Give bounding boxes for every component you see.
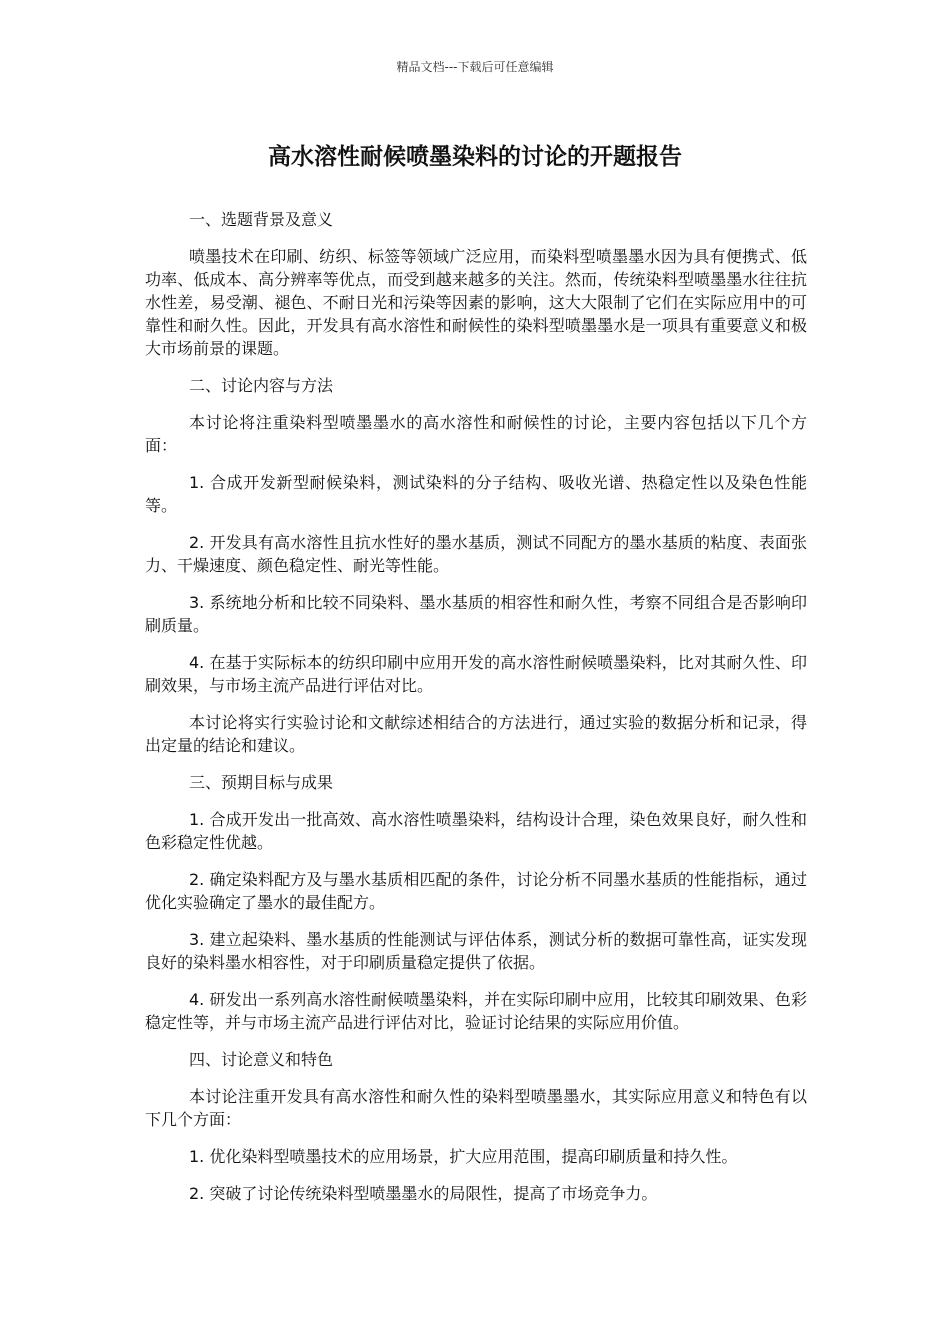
list-item-significance-1: 1. 优化染料型喷墨技术的应用场景，扩大应用范围，提高印刷质量和持久性。 <box>189 1147 738 1166</box>
section-heading-content-method: 二、讨论内容与方法 <box>189 376 334 395</box>
list-item-content-1: 1. 合成开发新型耐候染料，测试染料的分子结构、吸收光谱、热稳定性以及染色性能等。 <box>145 473 807 515</box>
list-item-goal-1: 1. 合成开发出一批高效、高水溶性喷墨染料，结构设计合理，染色效果良好，耐久性和色彩稳定性优越。 <box>145 810 807 852</box>
list-item-content-2: 2. 开发具有高水溶性且抗水性好的墨水基质，测试不同配方的墨水基质的粘度、表面张力、干燥速度、颜色稳定性、耐光等性能。 <box>145 533 807 575</box>
section-heading-background: 一、选题背景及意义 <box>189 210 334 229</box>
document-title: 高水溶性耐候喷墨染料的讨论的开题报告 <box>268 144 682 170</box>
section-heading-goals: 三、预期目标与成果 <box>189 773 334 792</box>
document-body <box>145 208 807 1219</box>
paragraph-method: 本讨论将实行实验讨论和文献综述相结合的方法进行，通过实验的数据分析和记录，得出定量的结论和建议。 <box>145 713 807 755</box>
list-item-goal-3: 3. 建立起染料、墨水基质的性能测试与评估体系，测试分析的数据可靠性高，证实发现良好的染料墨水相容性，对于印刷质量稳定提供了依据。 <box>145 930 807 972</box>
paragraph-significance-intro: 本讨论注重开发具有高水溶性和耐久性的染料型喷墨墨水，其实际应用意义和特色有以下几个方面： <box>145 1087 807 1129</box>
list-item-goal-2: 2. 确定染料配方及与墨水基质相匹配的条件，讨论分析不同墨水基质的性能指标，通过优化实验确定了墨水的最佳配方。 <box>145 870 807 912</box>
list-item-goal-4: 4. 研发出一系列高水溶性耐候喷墨染料，并在实际印刷中应用，比较其印刷效果、色彩稳定性等，并与市场主流产品进行评估对比，验证讨论结果的实际应用价值。 <box>145 990 807 1032</box>
section-heading-significance: 四、讨论意义和特色 <box>189 1050 334 1069</box>
paragraph-background: 喷墨技术在印刷、纺织、标签等领域广泛应用，而染料型喷墨墨水因为具有便携式、低功率、低成本、高分辨率等优点，而受到越来越多的关注。然而，传统染料型喷墨墨水往往抗水性差，易受潮、褪色、不耐日光和污染等因素的影响，这大大限制了它们在实际应用中的可靠性和耐久性。因此，开发具有高水溶性和耐候性的染料型喷墨墨水是一项具有重要意义和极大市场前景的课题。 <box>145 247 807 358</box>
list-item-content-3: 3. 系统地分析和比较不同染料、墨水基质的相容性和耐久性，考察不同组合是否影响印刷质量。 <box>145 593 807 635</box>
list-item-significance-2: 2. 突破了讨论传统染料型喷墨墨水的局限性，提高了市场竞争力。 <box>189 1184 658 1203</box>
paragraph-content-intro: 本讨论将注重染料型喷墨墨水的高水溶性和耐候性的讨论，主要内容包括以下几个方面： <box>145 413 807 455</box>
list-item-content-4: 4. 在基于实际标本的纺织印刷中应用开发的高水溶性耐候喷墨染料，比对其耐久性、印刷效果，与市场主流产品进行评估对比。 <box>145 653 807 695</box>
page-header: 精品文档---下载后可任意编辑 <box>396 60 554 74</box>
